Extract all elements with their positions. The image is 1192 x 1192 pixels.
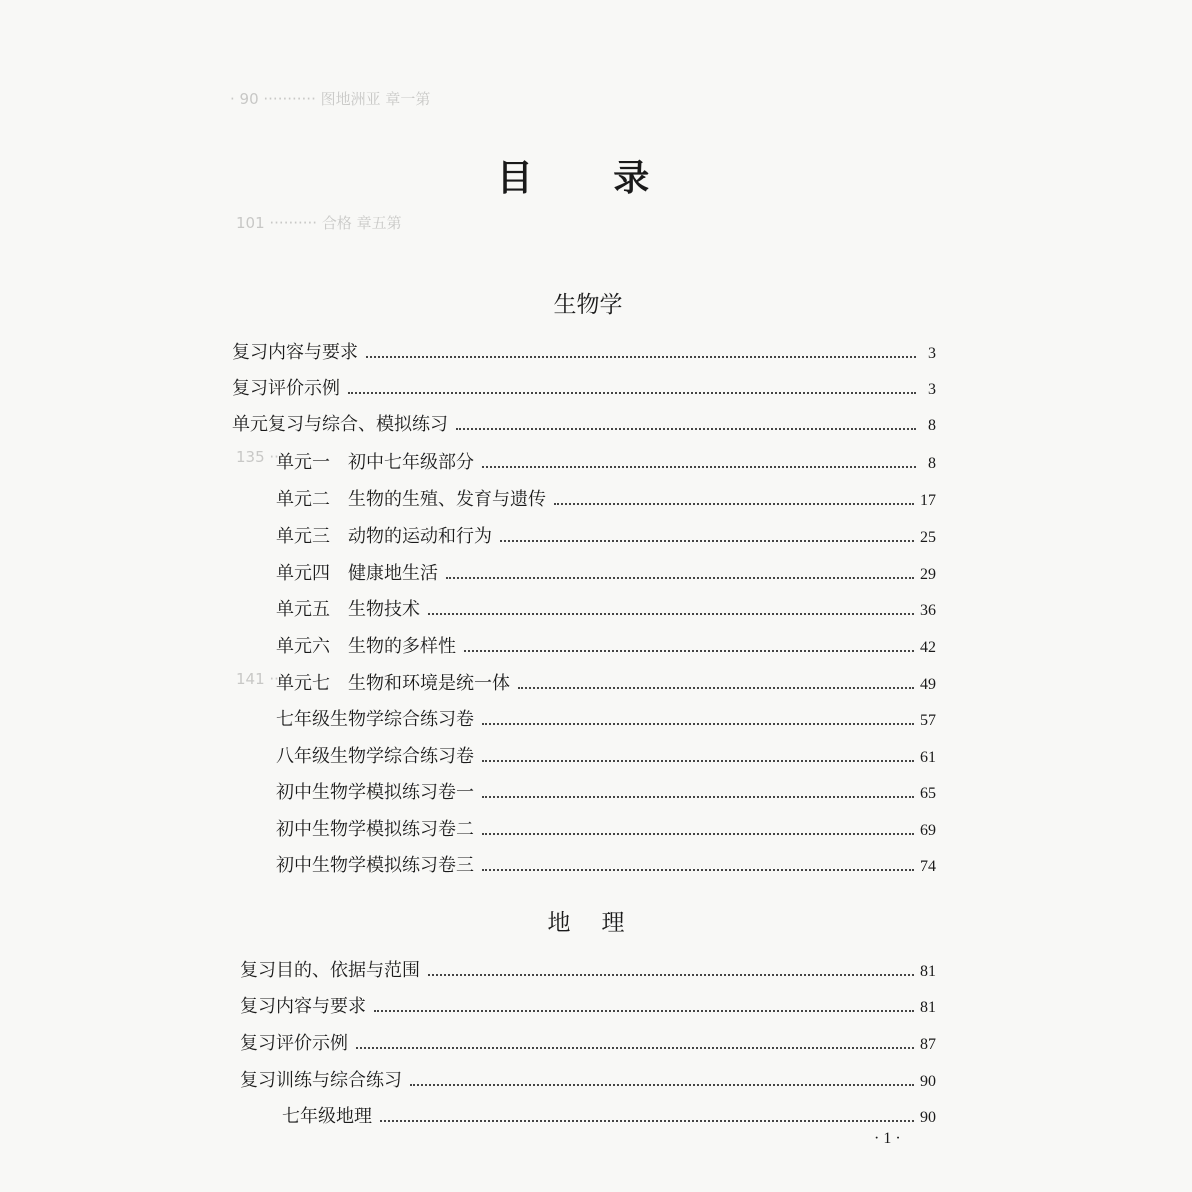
toc-entry-page: 17 xyxy=(920,492,936,509)
toc-entry-page: 65 xyxy=(920,785,936,802)
leader-dots xyxy=(456,427,916,430)
toc-entry-page: 42 xyxy=(920,639,936,656)
toc-entry-page: 61 xyxy=(920,749,936,766)
toc-entry-page: 3 xyxy=(928,345,936,362)
toc-entry[interactable] xyxy=(276,815,936,845)
leader-dots xyxy=(464,649,914,652)
toc-entry[interactable] xyxy=(276,485,936,515)
toc-entry-label: 复习评价示例 xyxy=(232,378,340,399)
toc-entry[interactable] xyxy=(282,1102,936,1132)
toc-entry-label: 单元七 生物和环境是统一体 xyxy=(276,673,510,694)
toc-entry-label: 初中生物学模拟练习卷三 xyxy=(276,855,474,876)
leader-dots xyxy=(482,465,916,468)
leader-dots xyxy=(348,391,916,394)
toc-entry-label: 单元一 初中七年级部分 xyxy=(276,452,474,473)
toc-entry-label: 八年级生物学综合练习卷 xyxy=(276,746,474,767)
toc-entry-label: 单元六 生物的多样性 xyxy=(276,636,456,657)
toc-entry-page: 90 xyxy=(920,1109,936,1126)
toc-entry-label: 初中生物学模拟练习卷一 xyxy=(276,782,474,803)
leader-dots xyxy=(500,539,914,542)
leader-dots xyxy=(380,1119,914,1122)
toc-entry[interactable] xyxy=(232,374,936,404)
toc-entry-page: 69 xyxy=(920,822,936,839)
toc-entry[interactable] xyxy=(276,851,936,881)
leader-dots xyxy=(366,355,916,358)
section-heading-biology: 生物学 xyxy=(553,292,623,318)
toc-entry-page: 49 xyxy=(920,676,936,693)
toc-entry[interactable] xyxy=(240,956,936,986)
toc-entry-page: 74 xyxy=(920,858,936,875)
toc-entry-page: 81 xyxy=(920,999,936,1016)
toc-entry-page: 29 xyxy=(920,566,936,583)
toc-entry[interactable] xyxy=(240,1029,936,1059)
toc-entry[interactable] xyxy=(276,448,936,478)
toc-entry[interactable] xyxy=(276,559,936,589)
toc-entry-page: 8 xyxy=(928,417,936,434)
leader-dots xyxy=(482,832,914,835)
toc-entry[interactable] xyxy=(276,705,936,735)
toc-entry-label: 复习内容与要求 xyxy=(232,342,358,363)
leader-dots xyxy=(374,1009,914,1012)
leader-dots xyxy=(482,759,914,762)
toc-entry[interactable] xyxy=(276,669,936,699)
leader-dots xyxy=(518,686,914,689)
toc-entry-label: 单元复习与综合、模拟练习 xyxy=(232,414,448,435)
toc-entry-page: 36 xyxy=(920,602,936,619)
toc-entry-label: 复习评价示例 xyxy=(240,1033,348,1054)
toc-entry-page: 87 xyxy=(920,1036,936,1053)
toc-entry[interactable] xyxy=(276,742,936,772)
toc-entry-label: 单元二 生物的生殖、发育与遗传 xyxy=(276,489,546,510)
leader-dots xyxy=(554,502,914,505)
toc-entry-page: 3 xyxy=(928,381,936,398)
toc-entry-page: 8 xyxy=(928,455,936,472)
bleed-through-text: 135 ····· xyxy=(236,448,294,466)
toc-entry-label: 复习内容与要求 xyxy=(240,996,366,1017)
bleed-through-text: 141 ····· xyxy=(236,670,294,688)
toc-entry-page: 81 xyxy=(920,963,936,980)
toc-entry-label: 单元四 健康地生活 xyxy=(276,563,438,584)
leader-dots xyxy=(446,576,914,579)
toc-entry[interactable] xyxy=(232,338,936,368)
leader-dots xyxy=(482,722,914,725)
toc-entry[interactable] xyxy=(232,410,936,440)
toc-entry[interactable] xyxy=(276,522,936,552)
toc-entry-page: 25 xyxy=(920,529,936,546)
page-title: 目 录 xyxy=(496,157,684,199)
toc-entry[interactable] xyxy=(240,1066,936,1096)
toc-entry-page: 90 xyxy=(920,1073,936,1090)
leader-dots xyxy=(428,612,914,615)
toc-entry[interactable] xyxy=(240,992,936,1022)
toc-entry-page: 57 xyxy=(920,712,936,729)
toc-entry[interactable] xyxy=(276,632,936,662)
toc-entry[interactable] xyxy=(276,778,936,808)
leader-dots xyxy=(482,868,914,871)
leader-dots xyxy=(356,1046,914,1049)
bleed-through-text: · 90 ··········· 图地洲亚 章一第 xyxy=(230,90,431,108)
section-heading-geography: 地 理 xyxy=(547,910,629,936)
leader-dots xyxy=(428,973,914,976)
toc-entry-label: 七年级生物学综合练习卷 xyxy=(276,709,474,730)
toc-entry-label: 初中生物学模拟练习卷二 xyxy=(276,819,474,840)
toc-entry-label: 单元三 动物的运动和行为 xyxy=(276,526,492,547)
toc-entry-label: 七年级地理 xyxy=(282,1106,372,1127)
toc-entry-label: 复习训练与综合练习 xyxy=(240,1070,402,1091)
page-number: · 1 · xyxy=(874,1130,901,1147)
toc-entry-label: 单元五 生物技术 xyxy=(276,599,420,620)
leader-dots xyxy=(482,795,914,798)
leader-dots xyxy=(410,1083,914,1086)
bleed-through-text: 101 ·········· 合格 章五第 xyxy=(236,214,402,232)
toc-entry[interactable] xyxy=(276,595,936,625)
toc-entry-label: 复习目的、依据与范围 xyxy=(240,960,420,981)
